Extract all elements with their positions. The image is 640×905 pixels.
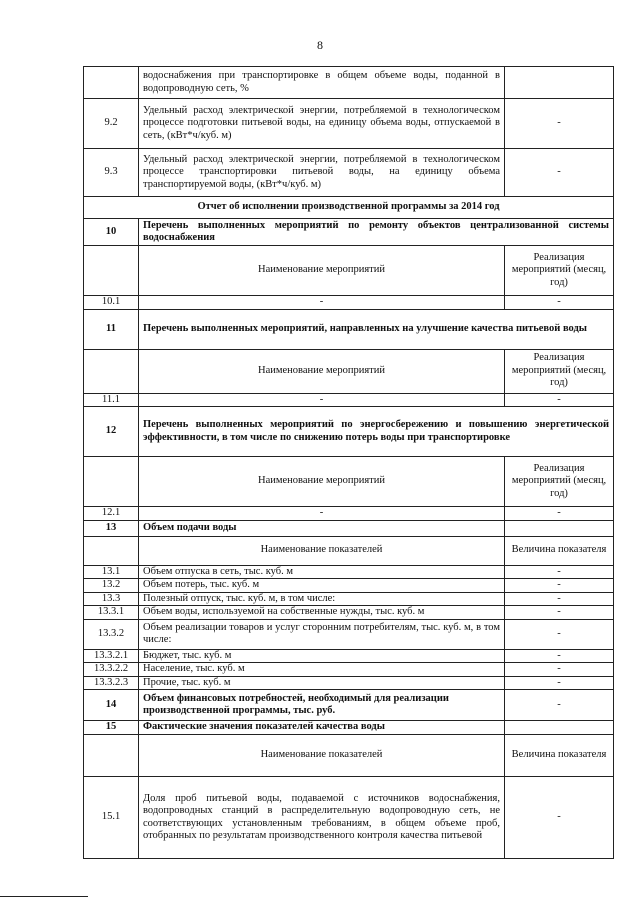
row-value: - bbox=[505, 592, 614, 606]
column-header-value: Величина показателя bbox=[505, 735, 614, 777]
table-row bbox=[84, 507, 614, 521]
row-value: - bbox=[505, 99, 614, 149]
section-title: Объем подачи воды bbox=[139, 520, 505, 536]
row-number: 15.1 bbox=[84, 777, 139, 859]
row-value: - bbox=[505, 777, 614, 859]
section-title: Перечень выполненных мероприятий, направленных на улучшение качества питьевой воды bbox=[139, 309, 614, 349]
column-header-value: Реализация мероприятий (месяц, год) bbox=[505, 246, 614, 296]
table-row bbox=[84, 67, 614, 99]
row-number: 13.3.2 bbox=[84, 619, 139, 649]
row-text: Объем потерь, тыс. куб. м bbox=[139, 579, 505, 593]
production-program-table bbox=[83, 66, 614, 859]
row-value: - bbox=[505, 663, 614, 677]
table-row bbox=[84, 663, 614, 677]
row-text: Объем отпуска в сеть, тыс. куб. м bbox=[139, 565, 505, 579]
table-row bbox=[84, 606, 614, 620]
row-text: Удельный расход электрической энергии, потребляемой в технологическом процессе транспортировки питьевой воды, на единицу объема транспортируемой воды, (кВт*ч/куб. м) bbox=[139, 149, 505, 197]
row-number: 9.3 bbox=[84, 149, 139, 197]
section-number: 11 bbox=[84, 309, 139, 349]
row-number: 13.3.2.3 bbox=[84, 676, 139, 690]
row-value: - bbox=[505, 579, 614, 593]
row-text: водоснабжения при транспортировке в общем объеме воды, поданной в водопроводную сеть, % bbox=[139, 67, 505, 99]
table-row bbox=[84, 676, 614, 690]
section-title: Перечень выполненных мероприятий по энергосбережению и повышению энергетической эффективности, в том числе по снижению потерь воды при транспортировке bbox=[139, 407, 614, 457]
section-10-header-row bbox=[84, 246, 614, 296]
table-row bbox=[84, 149, 614, 197]
empty-cell bbox=[505, 520, 614, 536]
empty-cell bbox=[84, 457, 139, 507]
row-text: - bbox=[139, 507, 505, 521]
column-header-name: Наименование показателей bbox=[139, 735, 505, 777]
row-number: 13.3.2.2 bbox=[84, 663, 139, 677]
table-row bbox=[84, 99, 614, 149]
report-heading-row bbox=[84, 197, 614, 219]
section-number: 13 bbox=[84, 520, 139, 536]
row-text: Объем воды, используемой на собственные нужды, тыс. куб. м bbox=[139, 606, 505, 620]
section-11-title-row bbox=[84, 309, 614, 349]
report-heading: Отчет об исполнении производственной программы за 2014 год bbox=[84, 197, 614, 219]
row-number: 13.3.2.1 bbox=[84, 649, 139, 663]
empty-cell bbox=[84, 349, 139, 393]
section-13-title-row bbox=[84, 520, 614, 536]
section-title: Объем финансовых потребностей, необходимый для реализации производственной программы, тыс. руб. bbox=[139, 690, 505, 721]
column-header-value: Величина показателя bbox=[505, 536, 614, 565]
row-number: 13.1 bbox=[84, 565, 139, 579]
section-number: 15 bbox=[84, 721, 139, 735]
table-row bbox=[84, 649, 614, 663]
row-value: - bbox=[505, 149, 614, 197]
row-value bbox=[505, 67, 614, 99]
row-value: - bbox=[505, 296, 614, 310]
section-12-header-row bbox=[84, 457, 614, 507]
column-header-value: Реализация мероприятий (месяц, год) bbox=[505, 349, 614, 393]
section-title: Фактические значения показателей качества воды bbox=[139, 721, 505, 735]
row-text: Объем реализации товаров и услуг сторонним потребителям, тыс. куб. м, в том числе: bbox=[139, 619, 505, 649]
empty-cell bbox=[505, 721, 614, 735]
section-title: Перечень выполненных мероприятий по ремонту объектов централизованной системы водоснабжения bbox=[139, 219, 614, 246]
empty-cell bbox=[84, 735, 139, 777]
row-value: - bbox=[505, 507, 614, 521]
row-value: - bbox=[505, 649, 614, 663]
row-number bbox=[84, 67, 139, 99]
row-value: - bbox=[505, 606, 614, 620]
section-11-header-row bbox=[84, 349, 614, 393]
row-number: 12.1 bbox=[84, 507, 139, 521]
table-row bbox=[84, 619, 614, 649]
column-header-name: Наименование показателей bbox=[139, 536, 505, 565]
column-header-name: Наименование мероприятий bbox=[139, 457, 505, 507]
empty-cell bbox=[84, 246, 139, 296]
table-row bbox=[84, 579, 614, 593]
column-header-name: Наименование мероприятий bbox=[139, 349, 505, 393]
section-13-header-row bbox=[84, 536, 614, 565]
section-number: 14 bbox=[84, 690, 139, 721]
footnote-divider bbox=[0, 896, 88, 897]
row-value: - bbox=[505, 393, 614, 407]
row-text: - bbox=[139, 393, 505, 407]
section-15-title-row bbox=[84, 721, 614, 735]
row-text: - bbox=[139, 296, 505, 310]
section-12-title-row bbox=[84, 407, 614, 457]
row-text: Полезный отпуск, тыс. куб. м, в том числе: bbox=[139, 592, 505, 606]
table-row bbox=[84, 592, 614, 606]
row-value: - bbox=[505, 565, 614, 579]
section-10-title-row bbox=[84, 219, 614, 246]
row-number: 9.2 bbox=[84, 99, 139, 149]
row-number: 13.3 bbox=[84, 592, 139, 606]
row-text: Прочие, тыс. куб. м bbox=[139, 676, 505, 690]
row-number: 11.1 bbox=[84, 393, 139, 407]
section-number: 10 bbox=[84, 219, 139, 246]
row-number: 10.1 bbox=[84, 296, 139, 310]
table-row bbox=[84, 777, 614, 859]
page-number: 8 bbox=[317, 38, 323, 52]
section-14-row bbox=[84, 690, 614, 721]
row-text: Население, тыс. куб. м bbox=[139, 663, 505, 677]
table-row bbox=[84, 296, 614, 310]
row-value: - bbox=[505, 619, 614, 649]
column-header-name: Наименование мероприятий bbox=[139, 246, 505, 296]
section-15-header-row bbox=[84, 735, 614, 777]
column-header-value: Реализация мероприятий (месяц, год) bbox=[505, 457, 614, 507]
empty-cell bbox=[84, 536, 139, 565]
row-value: - bbox=[505, 676, 614, 690]
row-number: 13.2 bbox=[84, 579, 139, 593]
table-row bbox=[84, 565, 614, 579]
row-text: Бюджет, тыс. куб. м bbox=[139, 649, 505, 663]
table-row bbox=[84, 393, 614, 407]
row-number: 13.3.1 bbox=[84, 606, 139, 620]
row-text: Удельный расход электрической энергии, потребляемой в технологическом процессе подготовки питьевой воды, на единицу объема воды, отпускаемой в сеть, (кВт*ч/куб. м) bbox=[139, 99, 505, 149]
row-text: Доля проб питьевой воды, подаваемой с источников водоснабжения, водопроводных станций в распределительную водопроводную сеть, не соответствующих установленным требованиям, в общем объеме проб, отобранных по результатам производственного контроля качества питьевой bbox=[139, 777, 505, 859]
row-value: - bbox=[505, 690, 614, 721]
section-number: 12 bbox=[84, 407, 139, 457]
